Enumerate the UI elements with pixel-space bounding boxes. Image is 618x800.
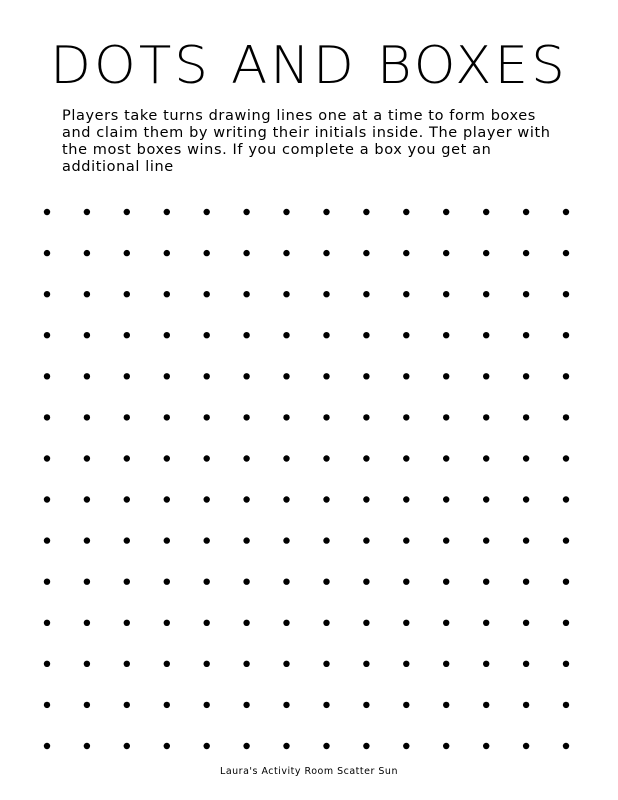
grid-dot-r13-c9[interactable] bbox=[363, 702, 369, 708]
grid-dot-r11-c8[interactable] bbox=[323, 620, 329, 626]
grid-dot-r8-c6[interactable] bbox=[243, 496, 249, 502]
grid-dot-r8-c11[interactable] bbox=[443, 496, 449, 502]
grid-dot-r13-c2[interactable] bbox=[84, 702, 90, 708]
grid-dot-r6-c7[interactable] bbox=[283, 414, 289, 420]
grid-dot-r4-c9[interactable] bbox=[363, 332, 369, 338]
grid-dot-r5-c10[interactable] bbox=[403, 373, 409, 379]
grid-dot-r11-c1[interactable] bbox=[44, 620, 50, 626]
grid-dot-r12-c2[interactable] bbox=[84, 661, 90, 667]
grid-dot-r11-c5[interactable] bbox=[204, 620, 210, 626]
grid-dot-r6-c13[interactable] bbox=[523, 414, 529, 420]
grid-dot-r12-c10[interactable] bbox=[403, 661, 409, 667]
grid-dot-r10-c10[interactable] bbox=[403, 579, 409, 585]
grid-dot-r13-c14[interactable] bbox=[563, 702, 569, 708]
grid-dot-r9-c12[interactable] bbox=[483, 537, 489, 543]
grid-dot-r3-c7[interactable] bbox=[283, 291, 289, 297]
grid-dot-r10-c7[interactable] bbox=[283, 579, 289, 585]
grid-dot-r1-c9[interactable] bbox=[363, 209, 369, 215]
grid-dot-r12-c5[interactable] bbox=[204, 661, 210, 667]
grid-dot-r7-c7[interactable] bbox=[283, 455, 289, 461]
grid-dot-r1-c11[interactable] bbox=[443, 209, 449, 215]
grid-dot-r5-c8[interactable] bbox=[323, 373, 329, 379]
grid-dot-r1-c14[interactable] bbox=[563, 209, 569, 215]
grid-dot-r14-c8[interactable] bbox=[323, 743, 329, 749]
grid-dot-r8-c1[interactable] bbox=[44, 496, 50, 502]
grid-dot-r12-c7[interactable] bbox=[283, 661, 289, 667]
grid-dot-r5-c5[interactable] bbox=[204, 373, 210, 379]
grid-dot-r4-c12[interactable] bbox=[483, 332, 489, 338]
grid-dot-r14-c10[interactable] bbox=[403, 743, 409, 749]
grid-dot-r7-c5[interactable] bbox=[204, 455, 210, 461]
grid-dot-r8-c14[interactable] bbox=[563, 496, 569, 502]
grid-dot-r5-c7[interactable] bbox=[283, 373, 289, 379]
grid-dot-r8-c2[interactable] bbox=[84, 496, 90, 502]
grid-dot-r1-c4[interactable] bbox=[164, 209, 170, 215]
grid-dot-r12-c14[interactable] bbox=[563, 661, 569, 667]
footer-credit: Laura's Activity Room Scatter Sun bbox=[220, 766, 398, 777]
grid-dot-r10-c12[interactable] bbox=[483, 579, 489, 585]
grid-dot-r14-c6[interactable] bbox=[243, 743, 249, 749]
grid-dot-r11-c7[interactable] bbox=[283, 620, 289, 626]
grid-dot-r7-c10[interactable] bbox=[403, 455, 409, 461]
grid-dot-r2-c9[interactable] bbox=[363, 250, 369, 256]
grid-dot-r5-c2[interactable] bbox=[84, 373, 90, 379]
grid-dot-r10-c3[interactable] bbox=[124, 579, 130, 585]
grid-dot-r2-c6[interactable] bbox=[243, 250, 249, 256]
grid-dot-r2-c10[interactable] bbox=[403, 250, 409, 256]
grid-dot-r1-c6[interactable] bbox=[243, 209, 249, 215]
grid-dot-r13-c12[interactable] bbox=[483, 702, 489, 708]
grid-dot-r2-c7[interactable] bbox=[283, 250, 289, 256]
grid-dot-r11-c12[interactable] bbox=[483, 620, 489, 626]
grid-dot-r5-c6[interactable] bbox=[243, 373, 249, 379]
grid-dot-r11-c6[interactable] bbox=[243, 620, 249, 626]
grid-dot-r2-c14[interactable] bbox=[563, 250, 569, 256]
grid-dot-r14-c2[interactable] bbox=[84, 743, 90, 749]
grid-dot-r11-c14[interactable] bbox=[563, 620, 569, 626]
grid-dot-r2-c12[interactable] bbox=[483, 250, 489, 256]
grid-dot-r6-c14[interactable] bbox=[563, 414, 569, 420]
grid-dot-r6-c12[interactable] bbox=[483, 414, 489, 420]
grid-dot-r1-c2[interactable] bbox=[84, 209, 90, 215]
grid-dot-r11-c4[interactable] bbox=[164, 620, 170, 626]
grid-dot-r9-c10[interactable] bbox=[403, 537, 409, 543]
grid-dot-r4-c1[interactable] bbox=[44, 332, 50, 338]
grid-dot-r3-c3[interactable] bbox=[124, 291, 130, 297]
grid-dot-r6-c10[interactable] bbox=[403, 414, 409, 420]
grid-dot-r12-c12[interactable] bbox=[483, 661, 489, 667]
grid-dot-r13-c5[interactable] bbox=[204, 702, 210, 708]
grid-dot-r7-c2[interactable] bbox=[84, 455, 90, 461]
grid-dot-r14-c3[interactable] bbox=[124, 743, 130, 749]
grid-dot-r9-c1[interactable] bbox=[44, 537, 50, 543]
grid-dot-r6-c2[interactable] bbox=[84, 414, 90, 420]
grid-dot-r8-c3[interactable] bbox=[124, 496, 130, 502]
grid-dot-r12-c9[interactable] bbox=[363, 661, 369, 667]
grid-dot-r2-c4[interactable] bbox=[164, 250, 170, 256]
grid-dot-r4-c7[interactable] bbox=[283, 332, 289, 338]
grid-dot-r4-c4[interactable] bbox=[164, 332, 170, 338]
grid-dot-r5-c9[interactable] bbox=[363, 373, 369, 379]
grid-dot-r1-c3[interactable] bbox=[124, 209, 130, 215]
grid-dot-r13-c10[interactable] bbox=[403, 702, 409, 708]
grid-dot-r13-c8[interactable] bbox=[323, 702, 329, 708]
grid-dot-r5-c1[interactable] bbox=[44, 373, 50, 379]
grid-dot-r9-c4[interactable] bbox=[164, 537, 170, 543]
grid-dot-r4-c5[interactable] bbox=[204, 332, 210, 338]
grid-dot-r11-c13[interactable] bbox=[523, 620, 529, 626]
grid-dot-r14-c4[interactable] bbox=[164, 743, 170, 749]
grid-dot-r13-c11[interactable] bbox=[443, 702, 449, 708]
grid-dot-r11-c2[interactable] bbox=[84, 620, 90, 626]
grid-dot-r7-c6[interactable] bbox=[243, 455, 249, 461]
grid-dot-r5-c12[interactable] bbox=[483, 373, 489, 379]
grid-dot-r4-c8[interactable] bbox=[323, 332, 329, 338]
grid-dot-r9-c9[interactable] bbox=[363, 537, 369, 543]
grid-dot-r9-c11[interactable] bbox=[443, 537, 449, 543]
grid-dot-r6-c6[interactable] bbox=[243, 414, 249, 420]
grid-dot-r7-c14[interactable] bbox=[563, 455, 569, 461]
grid-dot-r9-c7[interactable] bbox=[283, 537, 289, 543]
grid-dot-r3-c13[interactable] bbox=[523, 291, 529, 297]
grid-dot-r6-c8[interactable] bbox=[323, 414, 329, 420]
grid-dot-r5-c3[interactable] bbox=[124, 373, 130, 379]
grid-dot-r2-c3[interactable] bbox=[124, 250, 130, 256]
grid-dot-r4-c14[interactable] bbox=[563, 332, 569, 338]
grid-dot-r11-c3[interactable] bbox=[124, 620, 130, 626]
grid-dot-r1-c13[interactable] bbox=[523, 209, 529, 215]
grid-dot-r14-c11[interactable] bbox=[443, 743, 449, 749]
grid-dot-r13-c4[interactable] bbox=[164, 702, 170, 708]
grid-dot-r10-c13[interactable] bbox=[523, 579, 529, 585]
grid-dot-r3-c10[interactable] bbox=[403, 291, 409, 297]
grid-dot-r12-c1[interactable] bbox=[44, 661, 50, 667]
grid-dot-r7-c12[interactable] bbox=[483, 455, 489, 461]
grid-dot-r14-c13[interactable] bbox=[523, 743, 529, 749]
grid-dot-r6-c11[interactable] bbox=[443, 414, 449, 420]
grid-dot-r1-c12[interactable] bbox=[483, 209, 489, 215]
grid-dot-r13-c3[interactable] bbox=[124, 702, 130, 708]
grid-dot-r13-c1[interactable] bbox=[44, 702, 50, 708]
grid-dot-r5-c11[interactable] bbox=[443, 373, 449, 379]
grid-dot-r7-c4[interactable] bbox=[164, 455, 170, 461]
grid-dot-r8-c8[interactable] bbox=[323, 496, 329, 502]
grid-dot-r2-c13[interactable] bbox=[523, 250, 529, 256]
grid-dot-r10-c9[interactable] bbox=[363, 579, 369, 585]
grid-dot-r8-c9[interactable] bbox=[363, 496, 369, 502]
grid-dot-r3-c9[interactable] bbox=[363, 291, 369, 297]
grid-dot-r3-c5[interactable] bbox=[204, 291, 210, 297]
grid-dot-r10-c2[interactable] bbox=[84, 579, 90, 585]
grid-dot-r9-c6[interactable] bbox=[243, 537, 249, 543]
grid-dot-r3-c14[interactable] bbox=[563, 291, 569, 297]
grid-dot-r7-c13[interactable] bbox=[523, 455, 529, 461]
grid-dot-r4-c13[interactable] bbox=[523, 332, 529, 338]
grid-dot-r12-c11[interactable] bbox=[443, 661, 449, 667]
grid-dot-r13-c6[interactable] bbox=[243, 702, 249, 708]
grid-dot-r3-c11[interactable] bbox=[443, 291, 449, 297]
grid-dot-r8-c4[interactable] bbox=[164, 496, 170, 502]
grid-dot-r5-c13[interactable] bbox=[523, 373, 529, 379]
grid-dot-r3-c8[interactable] bbox=[323, 291, 329, 297]
grid-dot-r10-c14[interactable] bbox=[563, 579, 569, 585]
grid-dot-r1-c10[interactable] bbox=[403, 209, 409, 215]
grid-dot-r4-c6[interactable] bbox=[243, 332, 249, 338]
game-instructions: Players take turns drawing lines one at a time to form boxes and claim them by writing their initials inside. The player with the most boxes wins. If you complete a box you get an additional line bbox=[62, 108, 551, 175]
grid-dot-r14-c12[interactable] bbox=[483, 743, 489, 749]
grid-dot-r3-c2[interactable] bbox=[84, 291, 90, 297]
grid-dot-r2-c2[interactable] bbox=[84, 250, 90, 256]
grid-dot-r1-c1[interactable] bbox=[44, 209, 50, 215]
grid-dot-r4-c3[interactable] bbox=[124, 332, 130, 338]
grid-dot-r1-c7[interactable] bbox=[283, 209, 289, 215]
grid-dot-r3-c4[interactable] bbox=[164, 291, 170, 297]
grid-dot-r4-c2[interactable] bbox=[84, 332, 90, 338]
grid-dot-r1-c5[interactable] bbox=[204, 209, 210, 215]
grid-dot-r14-c7[interactable] bbox=[283, 743, 289, 749]
grid-dot-r3-c1[interactable] bbox=[44, 291, 50, 297]
grid-dot-r6-c9[interactable] bbox=[363, 414, 369, 420]
grid-dot-r10-c6[interactable] bbox=[243, 579, 249, 585]
grid-dot-r8-c10[interactable] bbox=[403, 496, 409, 502]
grid-dot-r8-c7[interactable] bbox=[283, 496, 289, 502]
grid-dot-r3-c12[interactable] bbox=[483, 291, 489, 297]
grid-dot-r5-c4[interactable] bbox=[164, 373, 170, 379]
grid-dot-r2-c11[interactable] bbox=[443, 250, 449, 256]
grid-dot-r13-c13[interactable] bbox=[523, 702, 529, 708]
grid-dot-r9-c8[interactable] bbox=[323, 537, 329, 543]
grid-dot-r12-c4[interactable] bbox=[164, 661, 170, 667]
grid-dot-r14-c1[interactable] bbox=[44, 743, 50, 749]
grid-dot-r7-c1[interactable] bbox=[44, 455, 50, 461]
grid-dot-r14-c5[interactable] bbox=[204, 743, 210, 749]
grid-dot-r14-c9[interactable] bbox=[363, 743, 369, 749]
grid-dot-r11-c9[interactable] bbox=[363, 620, 369, 626]
grid-dot-r2-c1[interactable] bbox=[44, 250, 50, 256]
grid-dot-r10-c11[interactable] bbox=[443, 579, 449, 585]
grid-dot-r12-c3[interactable] bbox=[124, 661, 130, 667]
grid-dot-r9-c5[interactable] bbox=[204, 537, 210, 543]
grid-dot-r2-c8[interactable] bbox=[323, 250, 329, 256]
grid-dot-r6-c3[interactable] bbox=[124, 414, 130, 420]
grid-dot-r9-c2[interactable] bbox=[84, 537, 90, 543]
grid-dot-r8-c5[interactable] bbox=[204, 496, 210, 502]
grid-dot-r10-c1[interactable] bbox=[44, 579, 50, 585]
grid-dot-r6-c5[interactable] bbox=[204, 414, 210, 420]
grid-dot-r12-c8[interactable] bbox=[323, 661, 329, 667]
page-title: DOTS AND BOXES bbox=[50, 36, 568, 96]
grid-dot-r11-c11[interactable] bbox=[443, 620, 449, 626]
grid-dot-r7-c11[interactable] bbox=[443, 455, 449, 461]
grid-dot-r2-c5[interactable] bbox=[204, 250, 210, 256]
grid-dot-r14-c14[interactable] bbox=[563, 743, 569, 749]
grid-dot-r12-c6[interactable] bbox=[243, 661, 249, 667]
grid-dot-r8-c12[interactable] bbox=[483, 496, 489, 502]
grid-dot-r6-c4[interactable] bbox=[164, 414, 170, 420]
grid-dot-r4-c11[interactable] bbox=[443, 332, 449, 338]
grid-dot-r10-c4[interactable] bbox=[164, 579, 170, 585]
grid-dot-r13-c7[interactable] bbox=[283, 702, 289, 708]
grid-dot-r7-c3[interactable] bbox=[124, 455, 130, 461]
grid-dot-r12-c13[interactable] bbox=[523, 661, 529, 667]
grid-dot-r5-c14[interactable] bbox=[563, 373, 569, 379]
grid-dot-r7-c8[interactable] bbox=[323, 455, 329, 461]
grid-dot-r3-c6[interactable] bbox=[243, 291, 249, 297]
grid-dot-r9-c3[interactable] bbox=[124, 537, 130, 543]
grid-dot-r7-c9[interactable] bbox=[363, 455, 369, 461]
grid-dot-r6-c1[interactable] bbox=[44, 414, 50, 420]
grid-dot-r10-c5[interactable] bbox=[204, 579, 210, 585]
grid-dot-r9-c14[interactable] bbox=[563, 537, 569, 543]
grid-dot-r10-c8[interactable] bbox=[323, 579, 329, 585]
grid-dot-r8-c13[interactable] bbox=[523, 496, 529, 502]
grid-dot-r11-c10[interactable] bbox=[403, 620, 409, 626]
grid-dot-r1-c8[interactable] bbox=[323, 209, 329, 215]
grid-dot-r9-c13[interactable] bbox=[523, 537, 529, 543]
grid-dot-r4-c10[interactable] bbox=[403, 332, 409, 338]
